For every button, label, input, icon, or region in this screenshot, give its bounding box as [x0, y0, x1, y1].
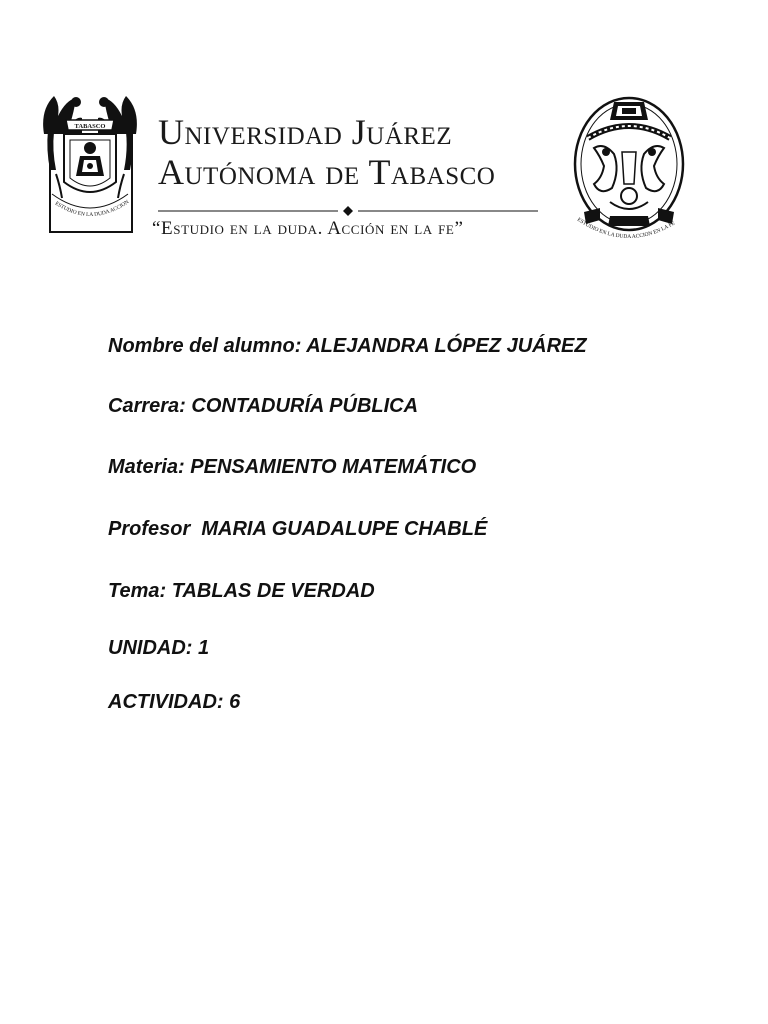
university-name-line1: Universidad Juárez	[158, 112, 453, 152]
activity-field	[108, 691, 240, 714]
field-value: ALEJANDRA LÓPEZ JUÁREZ	[306, 335, 587, 357]
field-label: Tema:	[108, 580, 167, 602]
header-divider	[158, 203, 538, 213]
left-seal-ring-text: ESTUDIO EN LA DUDA ACCION	[53, 199, 131, 219]
document-header	[0, 0, 768, 270]
unit-field	[108, 637, 209, 660]
university-motto: “Estudio en la duda. Acción en la fe”	[152, 218, 464, 239]
diamond-icon	[343, 206, 353, 216]
field-value: TABLAS DE VERDAD	[171, 580, 375, 602]
field-value: MARIA GUADALUPE CHABLÉ	[201, 518, 488, 540]
field-label: ACTIVIDAD:	[108, 691, 224, 713]
university-name-line2: Autónoma de Tabasco	[158, 152, 496, 192]
field-label: Profesor	[108, 518, 196, 540]
professor-field	[108, 518, 487, 541]
subject-field	[108, 456, 476, 479]
left-seal-banner-text: TABASCO	[74, 123, 106, 130]
right-seal-ring-text: ESTUDIO EN LA DUDA ACCION EN LA FE	[575, 216, 677, 241]
student-name-field	[108, 335, 587, 358]
university-seal-icon	[570, 92, 688, 250]
field-value: 6	[229, 691, 241, 713]
career-field	[108, 395, 418, 418]
topic-field	[108, 580, 375, 603]
eagle-crest-icon	[40, 90, 140, 240]
field-label: UNIDAD:	[108, 637, 193, 659]
field-label: Materia:	[108, 456, 185, 478]
field-label: Carrera:	[108, 395, 186, 417]
field-value: PENSAMIENTO MATEMÁTICO	[190, 456, 477, 478]
field-label: Nombre del alumno:	[108, 335, 302, 357]
university-name	[158, 112, 543, 192]
field-value: 1	[198, 637, 210, 659]
field-value: CONTADURÍA PÚBLICA	[191, 395, 419, 417]
